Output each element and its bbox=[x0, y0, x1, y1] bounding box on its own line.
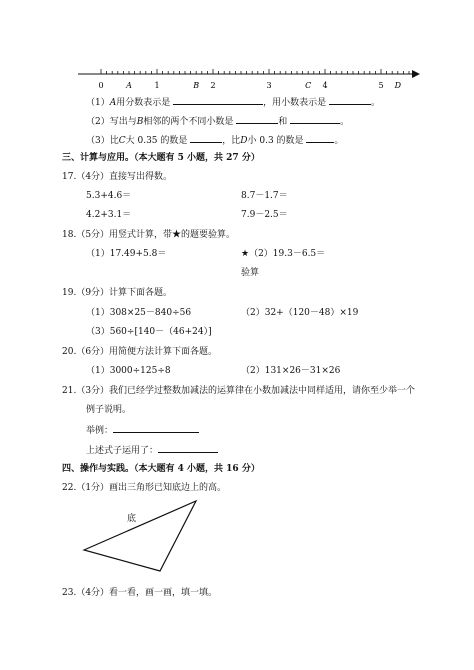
number-line-label-3: 3 bbox=[266, 81, 272, 90]
number-line-label-c: C bbox=[305, 81, 312, 90]
section-4-title: 四、操作与实践。（本大题有 4 小题，共 16 分） bbox=[62, 464, 260, 474]
q18-head: 18.（5分）用竖式计算，带★的题要验算。 bbox=[62, 230, 236, 240]
q20-item-2: （2）131×26－31×26 bbox=[241, 366, 341, 376]
number-line-label-d: D bbox=[394, 81, 402, 90]
q17-head: 17.（4分）直接写出得数。 bbox=[62, 172, 173, 182]
q20-head: 20.（6分）用简便方法计算下面各题。 bbox=[62, 347, 218, 357]
number-line-ticks bbox=[101, 69, 409, 74]
answer-blank[interactable] bbox=[158, 443, 218, 453]
answer-blank[interactable] bbox=[329, 95, 371, 105]
q-top-line-3: （3）比C大 0.35 的数是 ，比D小 0.3 的数是 。 bbox=[86, 133, 343, 147]
q20-item-1: （1）3000÷125÷8 bbox=[86, 366, 171, 376]
q-top-line-2: （2）写出与B相邻的两个不同小数是 和 。 bbox=[86, 114, 349, 128]
q21-line-1: 21.（3分）我们已经学过整数加减法的运算律在小数加减法中同样适用，请你至少举一个 bbox=[62, 386, 416, 396]
number-line-label-1: 1 bbox=[154, 81, 160, 90]
number-line-label-a: A bbox=[126, 81, 132, 90]
q17-item: 4.2+3.1＝ bbox=[86, 210, 132, 220]
answer-blank[interactable] bbox=[290, 114, 340, 124]
q-top-line-1: （1）A用分数表示是 ，用小数表示是 。 bbox=[86, 95, 380, 109]
q21-line-2: 例子说明。 bbox=[86, 405, 132, 415]
q18-item-1: （1）17.49+5.8＝ bbox=[86, 249, 167, 259]
q18-check-label: 验算 bbox=[241, 268, 260, 278]
number-line-label-0: 0 bbox=[98, 81, 104, 90]
answer-blank[interactable] bbox=[173, 95, 263, 105]
section-3-title: 三、计算与应用。（本大题有 5 小题，共 27 分） bbox=[62, 153, 260, 163]
q19-head: 19.（9分）计算下面各题。 bbox=[62, 288, 173, 298]
answer-blank[interactable] bbox=[190, 133, 222, 143]
star-icon: ★ bbox=[241, 249, 250, 259]
q22-triangle-figure bbox=[78, 495, 208, 575]
answer-blank[interactable] bbox=[113, 423, 199, 433]
triangle bbox=[84, 501, 196, 571]
q22-base-label: 底 bbox=[127, 514, 137, 524]
number-line bbox=[0, 60, 474, 94]
q21-used: 上述式子运用了： bbox=[86, 443, 218, 457]
answer-blank[interactable] bbox=[236, 114, 278, 124]
number-line-label-b: B bbox=[193, 81, 200, 90]
q19-item-2: （2）32+（120－48）×19 bbox=[241, 308, 359, 318]
q17-item: 8.7－1.7＝ bbox=[241, 191, 288, 201]
q17-item: 5.3+4.6＝ bbox=[86, 191, 132, 201]
number-line-arrow bbox=[412, 70, 420, 78]
q19-item-3: （3）560÷[140－（46+24）] bbox=[86, 327, 212, 337]
number-line-label-2: 2 bbox=[210, 81, 216, 90]
q22-head: 22.（1分）画出三角形已知底边上的高。 bbox=[62, 483, 227, 493]
number-line-labels bbox=[98, 81, 401, 90]
number-line-label-5: 5 bbox=[378, 81, 384, 90]
q21-example: 举例： bbox=[86, 423, 199, 437]
q23-head: 23.（4分）看一看，画一画，填一填。 bbox=[62, 588, 218, 598]
q18-item-2: ★（2）19.3－6.5＝ bbox=[241, 249, 326, 259]
answer-blank[interactable] bbox=[306, 133, 334, 143]
q17-item: 7.9－2.5＝ bbox=[241, 210, 288, 220]
q19-item-1: （1）308×25－840÷56 bbox=[86, 308, 192, 318]
number-line-label-4: 4 bbox=[322, 81, 328, 90]
